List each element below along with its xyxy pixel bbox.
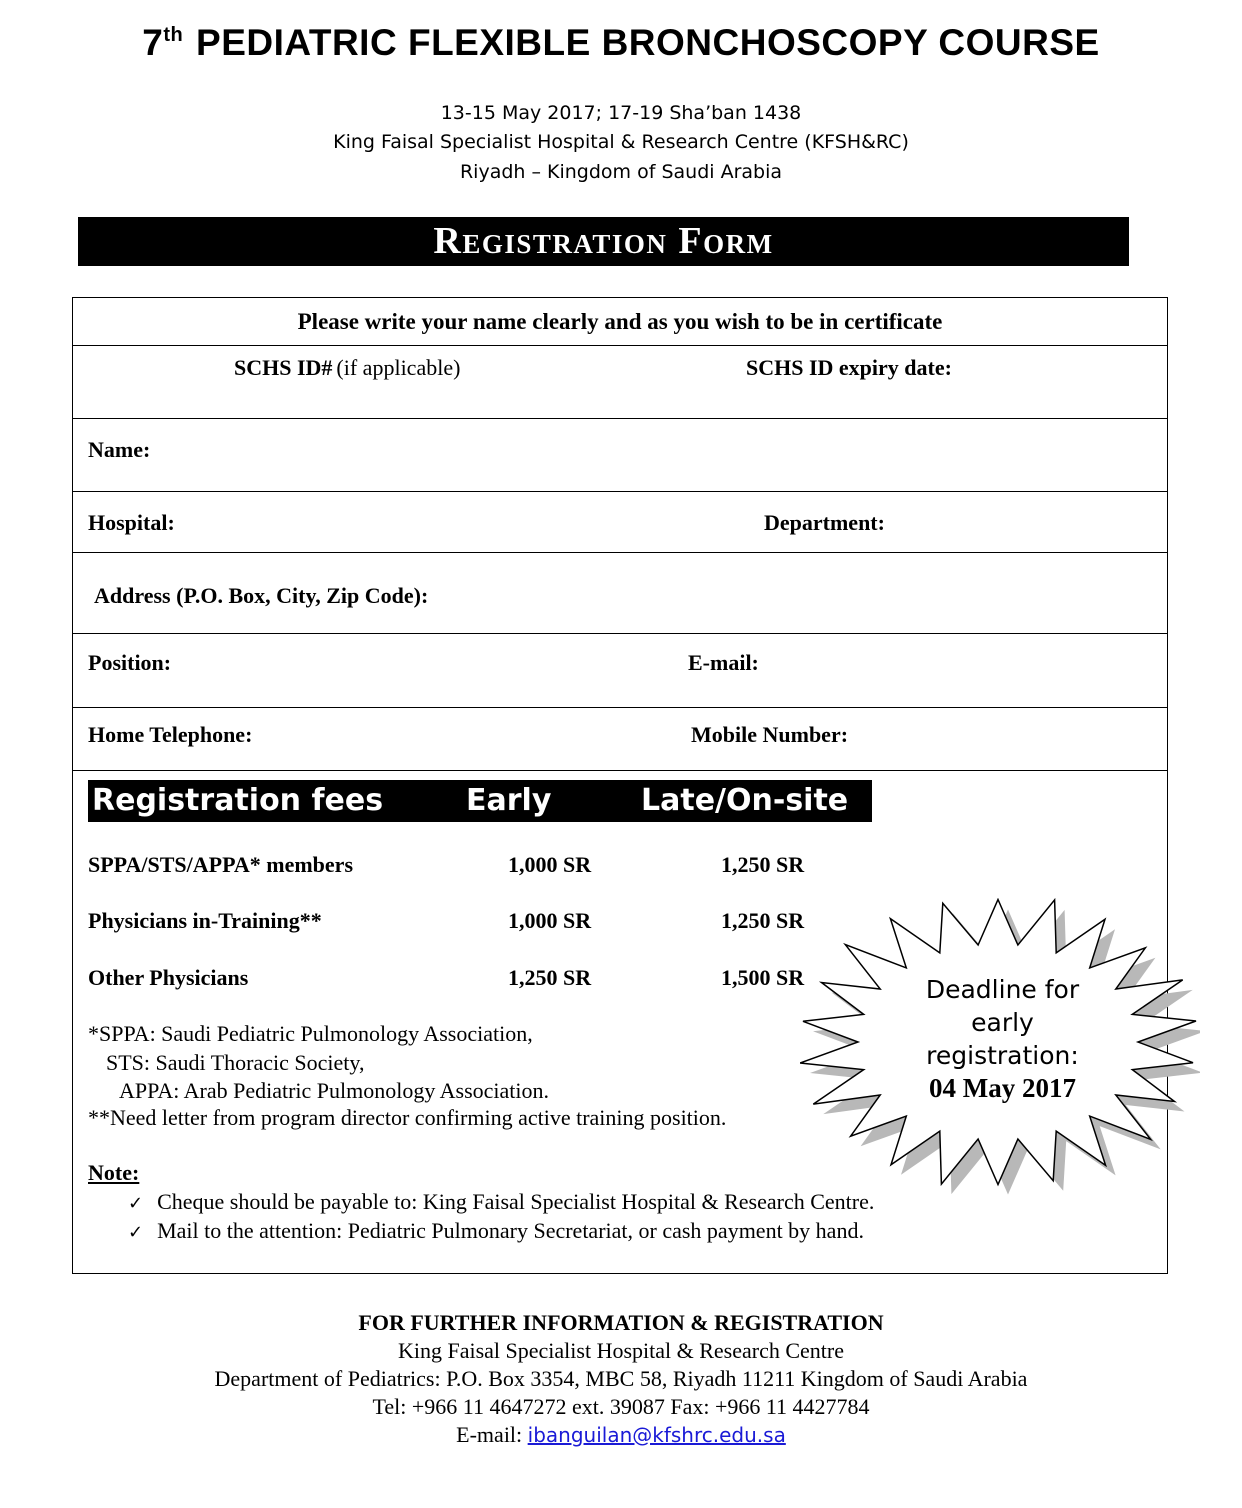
- deadline-line1: Deadline for: [925, 975, 1080, 1004]
- deadline-date: 04 May 2017: [929, 1073, 1076, 1103]
- title-ordinal: 7: [142, 22, 164, 63]
- schs-expiry-label[interactable]: SCHS ID expiry date:: [746, 355, 952, 380]
- divider: [72, 552, 1168, 553]
- fee-row-early: 1,250 SR: [508, 965, 592, 990]
- deadline-line3: registration:: [926, 1041, 1079, 1070]
- form-instruction: Please write your name clearly and as you wish to be in certificate: [297, 309, 943, 334]
- footnote-sts: STS: Saudi Thoracic Society,: [106, 1050, 365, 1075]
- note-label: Note:: [88, 1160, 140, 1185]
- position-field-label[interactable]: Position:: [88, 650, 172, 675]
- divider: [72, 707, 1168, 708]
- fee-row-category: Physicians in-Training**: [88, 908, 322, 933]
- footer-heading: FOR FURTHER INFORMATION & REGISTRATION: [358, 1310, 884, 1335]
- note-text: Mail to the attention: Pediatric Pulmonary Secretariat, or cash payment by hand.: [157, 1218, 864, 1243]
- fee-row-late: 1,250 SR: [721, 852, 805, 877]
- fee-row-late: 1,500 SR: [721, 965, 805, 990]
- checkmark-icon: ✓: [128, 1193, 144, 1214]
- title-text: PEDIATRIC FLEXIBLE BRONCHOSCOPY COURSE: [196, 22, 1100, 63]
- footer-email-link[interactable]: ibanguilan@kfshrc.edu.sa: [527, 1423, 786, 1447]
- course-title: [0, 22, 1242, 64]
- course-venue: King Faisal Specialist Hospital & Research Centre (KFSH&RC): [333, 131, 909, 153]
- fee-row-category: SPPA/STS/APPA* members: [88, 852, 353, 877]
- fees-header-early: Early: [466, 783, 552, 818]
- hospital-field-label[interactable]: Hospital:: [88, 510, 175, 535]
- footer-contact: Tel: +966 11 4647272 ext. 39087 Fax: +966 11 4427784: [372, 1394, 870, 1419]
- divider: [72, 633, 1168, 634]
- fee-row-early: 1,000 SR: [508, 908, 592, 933]
- footnote-training: **Need letter from program director confirming active training position.: [88, 1105, 727, 1130]
- fees-table-header: [88, 780, 872, 822]
- schs-id-field[interactable]: [234, 355, 460, 381]
- footnote-sppa: *SPPA: Saudi Pediatric Pulmonology Association,: [88, 1021, 533, 1046]
- divider: [72, 491, 1168, 492]
- note-item: [128, 1189, 874, 1215]
- divider: [72, 345, 1168, 346]
- fees-header-late: Late/On-site: [641, 783, 849, 818]
- email-field-label[interactable]: E-mail:: [688, 650, 759, 675]
- fee-row-late: 1,250 SR: [721, 908, 805, 933]
- footer-org: King Faisal Specialist Hospital & Research Centre: [397, 1338, 844, 1363]
- mobile-number-field-label[interactable]: Mobile Number:: [691, 722, 849, 747]
- note-item: [128, 1218, 864, 1244]
- fees-header-category: Registration fees: [92, 783, 384, 818]
- name-field-label[interactable]: Name:: [88, 437, 151, 462]
- deadline-line2: early: [971, 1008, 1034, 1037]
- footer-email-line: [0, 1422, 1242, 1448]
- course-location: Riyadh – Kingdom of Saudi Arabia: [459, 161, 783, 183]
- registration-form-banner: Registration Form: [78, 217, 1129, 266]
- schs-id-note: (if applicable): [336, 355, 461, 380]
- course-dates: 13-15 May 2017; 17-19 Sha’ban 1438: [440, 102, 802, 124]
- footnote-appa: APPA: Arab Pediatric Pulmonology Association.: [119, 1078, 550, 1103]
- department-field-label[interactable]: Department:: [764, 510, 885, 535]
- note-text: Cheque should be payable to: King Faisal Specialist Hospital & Research Centre.: [157, 1189, 875, 1214]
- title-ordinal-suffix: th: [163, 24, 184, 46]
- footer-address: Department of Pediatrics: P.O. Box 3354, MBC 58, Riyadh 11211 Kingdom of Saudi Arabia: [214, 1366, 1028, 1391]
- checkmark-icon: ✓: [128, 1222, 144, 1243]
- schs-id-label: SCHS ID#: [234, 355, 333, 380]
- address-field-label[interactable]: Address (P.O. Box, City, Zip Code):: [94, 583, 429, 608]
- footer-email-label: E-mail:: [456, 1422, 523, 1447]
- divider: [72, 418, 1168, 419]
- fee-row-early: 1,000 SR: [508, 852, 592, 877]
- divider: [72, 770, 1168, 771]
- home-telephone-field-label[interactable]: Home Telephone:: [88, 722, 253, 747]
- fee-row-category: Other Physicians: [88, 965, 249, 990]
